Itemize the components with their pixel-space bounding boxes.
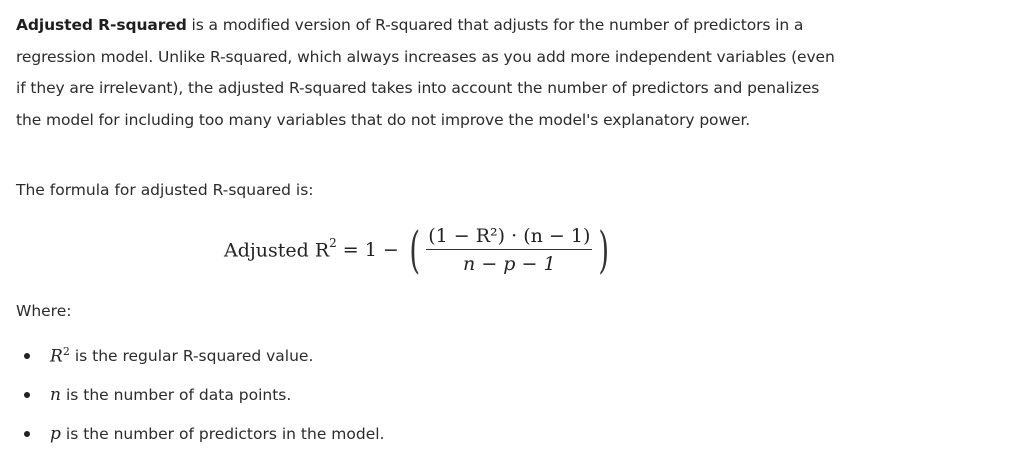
formula-lhs xyxy=(224,238,337,261)
formula-lhs-label: Adjusted R xyxy=(224,239,330,262)
definition-text: is the number of data points. xyxy=(65,385,292,404)
bullet-icon xyxy=(24,431,30,437)
right-paren: ) xyxy=(598,221,610,279)
formula-lhs-sup: 2 xyxy=(329,236,337,251)
definition-text: is the number of predictors in the model. xyxy=(65,424,385,443)
definition-list xyxy=(24,336,384,453)
bullet-icon xyxy=(24,353,30,359)
adjusted-r2-formula xyxy=(224,222,614,278)
list-item xyxy=(24,414,384,453)
where-label: Where: xyxy=(16,302,72,320)
list-item xyxy=(24,375,384,414)
formula-minus: − xyxy=(382,239,399,261)
formula-intro: The formula for adjusted R-squared is: xyxy=(16,181,314,199)
intro-paragraph xyxy=(16,10,836,136)
definition-symbol: p xyxy=(50,423,61,444)
formula-one: 1 xyxy=(364,239,377,261)
fraction-denominator: n − p − 1 xyxy=(463,253,556,275)
formula-fraction xyxy=(426,225,592,275)
definition-symbol: $R^2$ xyxy=(50,344,70,367)
bold-term: Adjusted R-squared xyxy=(16,16,187,34)
intro-text: is a modified version of R-squared that adjusts for the number of predictors in a regression model. Unlike R-squared, which always increases as you add more independent variables (even if they are irrelevant), the adjusted R-squared takes into account the number of predictors and penalizes the model for including too many variables that do not improve the model's explanatory power. xyxy=(16,16,835,129)
definition-symbol: n xyxy=(50,384,61,405)
fraction-numerator: (1 − R²) · (n − 1) xyxy=(428,225,591,247)
definition-text: is the regular R-squared value. xyxy=(74,346,314,365)
list-item xyxy=(24,336,384,375)
bullet-icon xyxy=(24,392,30,398)
left-paren: ( xyxy=(409,221,420,279)
formula-equals: = xyxy=(342,239,359,261)
explanation-section xyxy=(16,10,836,136)
